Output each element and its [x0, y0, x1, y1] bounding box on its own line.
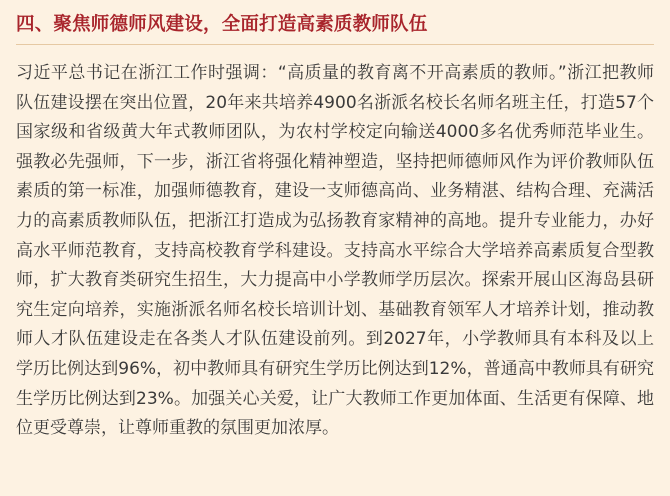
article-section	[0, 4, 670, 496]
section-heading-bar	[16, 4, 654, 42]
section-paragraph: 习近平总书记在浙江工作时强调：“高质量的教育离不开高素质的教师。”浙江把教师队伍建设摆在突出位置，20年来共培养4900名浙派名校长名师名班主任，打造57个国家级和省级黄大年式教师团队，为农村学校定向输送4000多名优秀师范毕业生。强教必先强师，下一步，浙江省将强化精神塑造，坚持把师德师风作为评价教师队伍素质的第一标准，加强师德教育，建设一支师德高尚、业务精湛、结构合理、充满活力的高素质教师队伍，把浙江打造成为弘扬教育家精神的高地。提升专业能力，办好高水平师范教育，支持高校教育学科建设。支持高水平综合大学培养高素质复合型教师，扩大教育类研究生招生，大力提高中小学教师学历层次。探索开展山区海岛县研究生定向培养，实施浙派名师名校长培训计划、基础教育领军人才培养计划，推动教师人才队伍建设走在各类人才队伍建设前列。到2027年，小学教师具有本科及以上学历比例达到96%，初中教师具有研究生学历比例达到12%，普通高中教师具有研究生学历比例达到23%。加强关心关爱，让广大教师工作更加体面、生活更有保障、地位更受尊崇，让尊师重教的氛围更加浓厚。	[16, 63, 654, 439]
section-heading: 四、聚焦师德师风建设，全面打造高素质教师队伍	[16, 14, 428, 35]
heading-divider	[16, 44, 654, 45]
